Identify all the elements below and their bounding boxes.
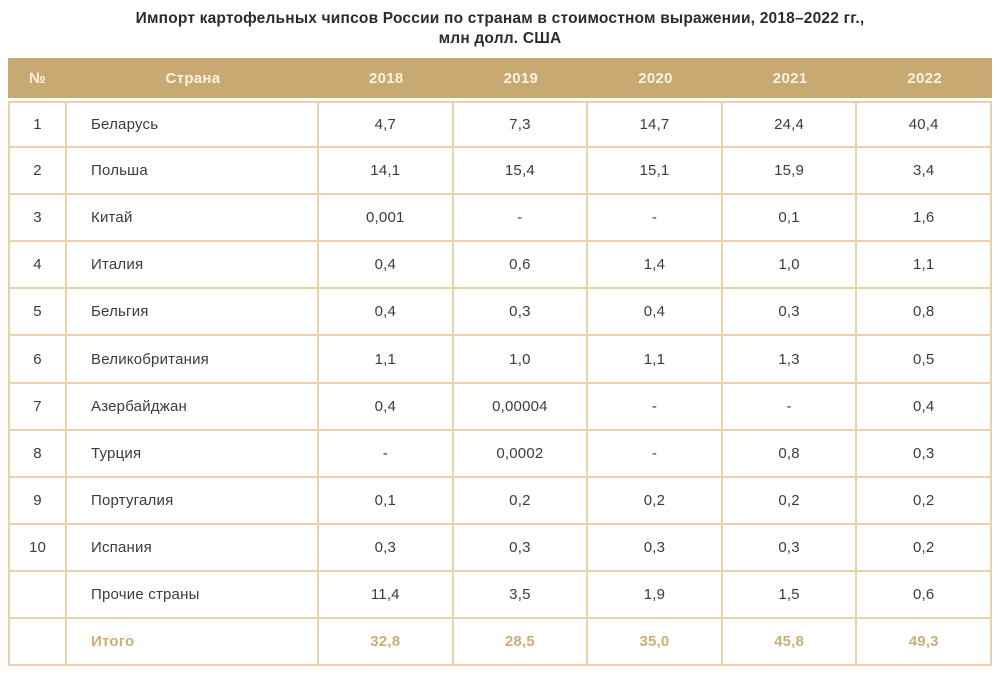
row-number: 6	[8, 336, 67, 383]
value-cell: -	[588, 195, 723, 242]
value-cell: 0,2	[723, 478, 858, 525]
country-cell: Бельгия	[67, 289, 319, 336]
table-title-line1: Импорт картофельных чипсов России по странам в стоимостном выражении, 2018–2022 гг.,	[135, 10, 865, 27]
row-number: 3	[8, 195, 67, 242]
row-number: 9	[8, 478, 67, 525]
value-cell: 1,4	[588, 242, 723, 289]
value-cell: 0,2	[588, 478, 723, 525]
value-cell: 1,1	[857, 242, 992, 289]
country-cell: Турция	[67, 431, 319, 478]
value-cell: 0,0002	[454, 431, 589, 478]
value-cell: 0,6	[454, 242, 589, 289]
row-number: 1	[8, 101, 67, 148]
country-cell: Китай	[67, 195, 319, 242]
row-number: 5	[8, 289, 67, 336]
table-header-row	[8, 58, 992, 101]
value-cell: -	[454, 195, 589, 242]
value-cell: 3,5	[454, 572, 589, 619]
country-cell: Испания	[67, 525, 319, 572]
total-label: Итого	[67, 619, 319, 666]
value-cell: 1,1	[319, 336, 454, 383]
value-cell: 40,4	[857, 101, 992, 148]
row-number: 2	[8, 148, 67, 195]
total-value-cell: 49,3	[857, 619, 992, 666]
value-cell: 1,0	[454, 336, 589, 383]
country-cell: Прочие страны	[67, 572, 319, 619]
value-cell: 0,4	[857, 384, 992, 431]
total-value-cell: 35,0	[588, 619, 723, 666]
value-cell: 1,0	[723, 242, 858, 289]
total-row-number	[8, 619, 67, 666]
value-cell: 0,3	[454, 525, 589, 572]
total-value-cell: 45,8	[723, 619, 858, 666]
value-cell: 0,5	[857, 336, 992, 383]
value-cell: 14,7	[588, 101, 723, 148]
value-cell: 0,1	[723, 195, 858, 242]
value-cell: 0,001	[319, 195, 454, 242]
value-cell: 0,2	[857, 525, 992, 572]
table-body	[8, 101, 992, 666]
table-title-line2: млн долл. США	[438, 30, 562, 47]
value-cell: 1,1	[588, 336, 723, 383]
value-cell: 1,9	[588, 572, 723, 619]
row-number	[8, 572, 67, 619]
value-cell: 1,5	[723, 572, 858, 619]
country-cell: Италия	[67, 242, 319, 289]
value-cell: -	[723, 384, 858, 431]
import-table	[8, 58, 992, 666]
value-cell: 0,6	[857, 572, 992, 619]
value-cell: 0,3	[588, 525, 723, 572]
header-2021: 2021	[723, 58, 858, 98]
value-cell: 15,4	[454, 148, 589, 195]
value-cell: 0,3	[723, 525, 858, 572]
row-number: 7	[8, 384, 67, 431]
row-number: 8	[8, 431, 67, 478]
value-cell: 7,3	[454, 101, 589, 148]
header-2019: 2019	[454, 58, 589, 98]
value-cell: 0,8	[857, 289, 992, 336]
value-cell: 0,3	[857, 431, 992, 478]
country-cell: Португалия	[67, 478, 319, 525]
value-cell: 0,4	[319, 384, 454, 431]
value-cell: 0,2	[454, 478, 589, 525]
value-cell: 0,8	[723, 431, 858, 478]
header-country: Страна	[67, 58, 319, 98]
value-cell: 0,2	[857, 478, 992, 525]
value-cell: -	[319, 431, 454, 478]
value-cell: 0,3	[454, 289, 589, 336]
value-cell: 15,1	[588, 148, 723, 195]
value-cell: 0,4	[319, 242, 454, 289]
value-cell: 0,4	[319, 289, 454, 336]
value-cell: -	[588, 431, 723, 478]
country-cell: Польша	[67, 148, 319, 195]
value-cell: 0,3	[723, 289, 858, 336]
country-cell: Азербайджан	[67, 384, 319, 431]
value-cell: 11,4	[319, 572, 454, 619]
value-cell: 1,6	[857, 195, 992, 242]
row-number: 4	[8, 242, 67, 289]
row-number: 10	[8, 525, 67, 572]
value-cell: 15,9	[723, 148, 858, 195]
value-cell: 0,1	[319, 478, 454, 525]
value-cell: 14,1	[319, 148, 454, 195]
header-2018: 2018	[319, 58, 454, 98]
header-2020: 2020	[588, 58, 723, 98]
value-cell: 0,4	[588, 289, 723, 336]
header-num: №	[8, 58, 67, 98]
value-cell: 3,4	[857, 148, 992, 195]
value-cell: 0,3	[319, 525, 454, 572]
total-value-cell: 28,5	[454, 619, 589, 666]
total-value-cell: 32,8	[319, 619, 454, 666]
country-cell: Беларусь	[67, 101, 319, 148]
country-cell: Великобритания	[67, 336, 319, 383]
header-2022: 2022	[857, 58, 992, 98]
value-cell: 1,3	[723, 336, 858, 383]
value-cell: 0,00004	[454, 384, 589, 431]
value-cell: -	[588, 384, 723, 431]
value-cell: 24,4	[723, 101, 858, 148]
table-title	[0, 0, 1000, 49]
value-cell: 4,7	[319, 101, 454, 148]
